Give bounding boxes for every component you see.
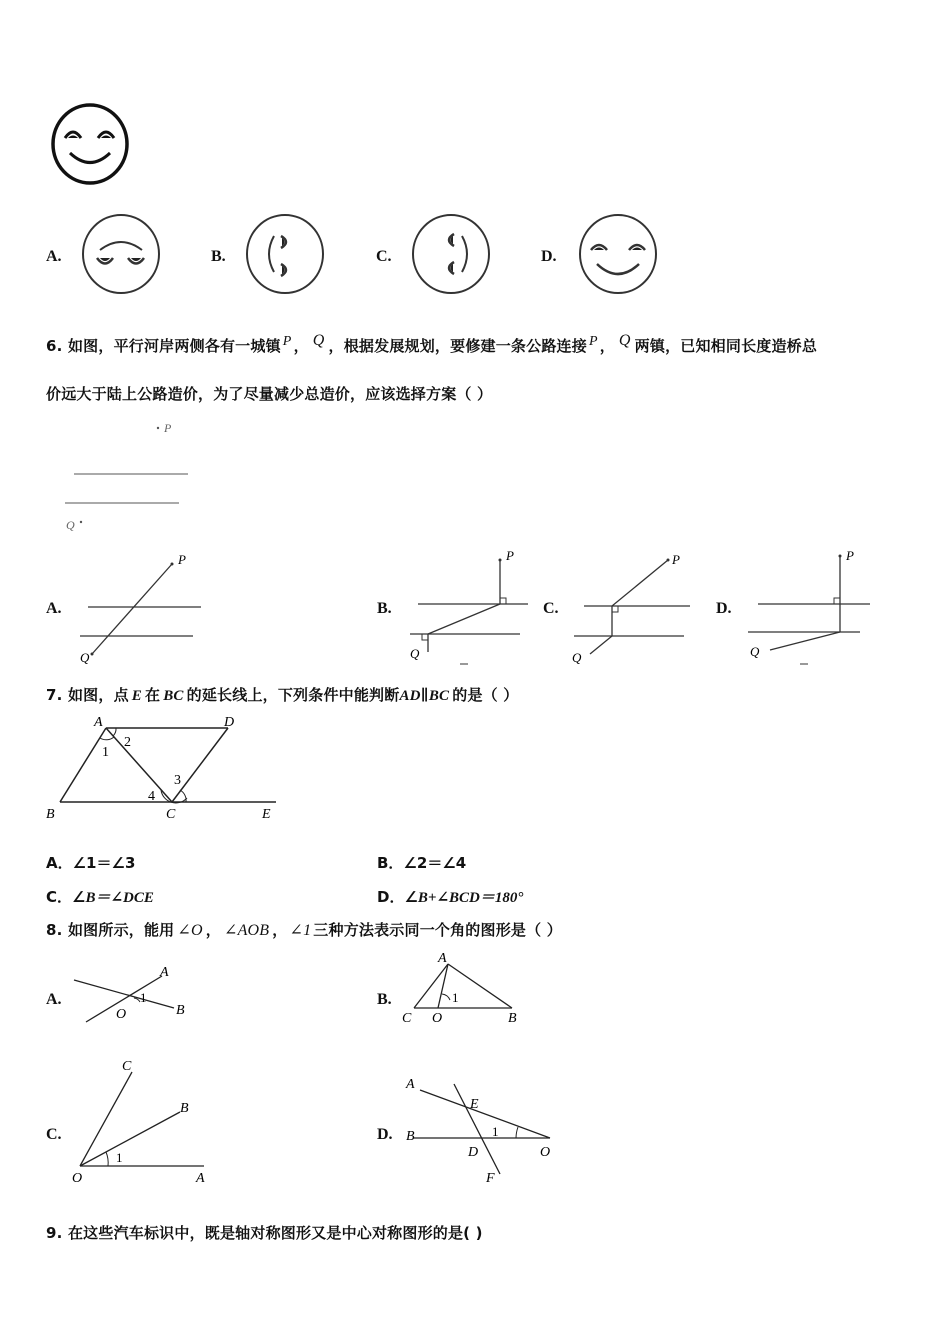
q6-sep-1: ，: [293, 337, 309, 355]
q7-label-e: E: [262, 807, 271, 822]
q6-text-1: 如图，平行河岸两侧各有一城镇: [67, 337, 281, 355]
q9-stem: [46, 1222, 483, 1243]
q8a-label-1: 1: [140, 990, 147, 1005]
q7-answer-c: [46, 886, 154, 907]
q8d-label-1: 1: [492, 1124, 499, 1139]
q6-text-3: 两镇，已知相同长度造桥总: [634, 337, 818, 355]
q5-option-c-label: C.: [376, 248, 392, 265]
q6-option-c-figure: [570, 544, 692, 668]
q7-text-3: 的延长线上，下列条件中能判断: [186, 686, 400, 704]
q8-math-angle-o: ∠O: [177, 922, 203, 939]
q6-option-b-label: B.: [377, 600, 392, 617]
q7-number: 7.: [46, 686, 63, 704]
q7-answer-d-var: B: [417, 890, 428, 906]
q8c-label-a: A: [196, 1171, 205, 1186]
q6-d-p-label: P: [846, 548, 854, 563]
q6-c-q-label: Q: [572, 650, 582, 665]
q7-label-c: C: [166, 807, 176, 822]
q8b-label-o: O: [432, 1011, 443, 1026]
q6-b-p-label: P: [506, 548, 514, 563]
q7-angle-4: 4: [148, 789, 155, 804]
q6-b-q-label: Q: [410, 646, 420, 661]
q8-option-d-figure: [400, 1070, 560, 1190]
q7-answer-a-label: A．: [46, 854, 73, 872]
q7-var-bc: BC: [163, 688, 184, 704]
q8d-label-d: D: [468, 1145, 479, 1160]
smiley-option-d-figure: [577, 212, 659, 296]
q7-angle-3: 3: [174, 773, 181, 788]
q8b-label-a: A: [438, 951, 447, 966]
q7-answer-d-pre: ∠: [404, 888, 418, 906]
q8d-label-a: A: [406, 1077, 415, 1092]
q7-answer-d: [377, 886, 523, 907]
q7-label-d: D: [224, 715, 235, 730]
smiley-option-a-figure: [80, 212, 162, 296]
q5-option-a-label: A.: [46, 248, 62, 265]
q6-river-figure: [60, 418, 200, 536]
q6-option-d-label: D.: [716, 600, 732, 617]
q7-text-4: 的是（ ）: [452, 686, 519, 704]
q5-option-b-label: B.: [211, 248, 226, 265]
q8-option-c-label: C.: [46, 1126, 62, 1143]
q7-var-e: E: [131, 688, 143, 704]
q8b-label-c: C: [402, 1011, 412, 1026]
q6-option-c-label: C.: [543, 600, 559, 617]
q7-answer-b: [377, 852, 466, 873]
q8c-label-c: C: [122, 1059, 132, 1074]
q8-option-a-label: A.: [46, 991, 62, 1008]
q6-option-b-figure: [404, 544, 532, 670]
q7-answer-c-post: ＝∠DCE: [95, 890, 154, 906]
q7-angle-1: 1: [102, 745, 109, 760]
q8-text-1: 如图所示，能用: [67, 921, 175, 939]
q8-option-b-label: B.: [377, 991, 392, 1008]
q7-answer-a-text: ∠1＝∠3: [72, 854, 136, 872]
q8a-label-a: A: [160, 965, 169, 980]
q7-label-a: A: [94, 715, 103, 730]
q6-a-q-label: Q: [80, 650, 90, 665]
q6-var-q2: Q: [618, 332, 631, 349]
q6-d-q-label: Q: [750, 644, 760, 659]
q7-text-1: 如图，点: [67, 686, 129, 704]
q7-answer-c-label: C．: [46, 888, 73, 906]
q8-number: 8.: [46, 921, 63, 939]
q6-text-2: ，根据发展规划，要修建一条公路连接: [328, 337, 587, 355]
q8-sep-1: ，: [205, 921, 221, 939]
q6-var-p2: P: [588, 334, 598, 349]
q8-stem: [46, 919, 562, 940]
q7-answer-b-label: B．: [377, 854, 404, 872]
q8-math-angle-1: ∠1: [289, 922, 312, 939]
smiley-option-c-figure: [410, 212, 492, 296]
q7-answer-c-pre: ∠: [72, 888, 86, 906]
q7-parallel-sign: ∥: [420, 688, 429, 704]
q8-math-angle-aob: ∠AOB: [223, 922, 270, 939]
q6-fig-q-label: Q: [66, 518, 75, 532]
q8-text-2: 三种方法表示同一个角的图形是（ ）: [313, 921, 562, 939]
q8-option-a-figure: [70, 958, 200, 1030]
q7-var-bc2: BC: [428, 688, 450, 704]
q8-option-b-figure: [398, 946, 528, 1028]
q7-angle-2: 2: [124, 735, 131, 750]
q8-option-d-label: D.: [377, 1126, 393, 1143]
q8d-label-b: B: [406, 1129, 415, 1144]
q8b-label-1: 1: [452, 990, 459, 1005]
q8b-label-b: B: [508, 1011, 517, 1026]
q9-number: 9.: [46, 1224, 63, 1242]
q8a-label-b: B: [176, 1003, 185, 1018]
q6-var-p: P: [282, 334, 292, 349]
q8d-label-f: F: [486, 1171, 495, 1186]
q8c-label-1: 1: [116, 1150, 123, 1165]
q8d-label-o: O: [540, 1145, 551, 1160]
q7-var-ad: AD: [399, 688, 421, 704]
q7-label-b: B: [46, 807, 55, 822]
q7-stem: [46, 684, 519, 705]
q7-answer-d-post: +∠BCD＝180°: [427, 890, 524, 906]
q8c-label-o: O: [72, 1171, 83, 1186]
q6-stem-line-2: 价远大于陆上公路造价，为了尽量减少总造价，应该选择方案（ ）: [46, 385, 493, 403]
q6-var-q: Q: [312, 332, 325, 349]
q6-fig-p-label: P: [164, 421, 172, 435]
q8d-label-e: E: [470, 1097, 479, 1112]
q5-option-d-label: D.: [541, 248, 557, 265]
q6-option-a-label: A.: [46, 600, 62, 617]
q8-sep-2: ，: [272, 921, 288, 939]
q8c-label-b: B: [180, 1101, 189, 1116]
q9-text: 在这些汽车标识中，既是轴对称图形又是中心对称图形的是( ): [67, 1224, 483, 1242]
q8-option-c-figure: [68, 1054, 218, 1188]
q6-c-p-label: P: [672, 552, 680, 567]
q6-sep-2: ，: [599, 337, 615, 355]
q6-number: 6.: [46, 337, 63, 355]
q7-text-2: 在: [145, 686, 161, 704]
q7-parallelogram-figure: [40, 710, 290, 830]
q7-answer-c-var: B: [85, 890, 96, 906]
q6-option-a-figure: [74, 548, 208, 670]
q8a-label-o: O: [116, 1007, 127, 1022]
smiley-face-original: [48, 100, 132, 188]
smiley-option-b-figure: [244, 212, 326, 296]
q6-option-d-figure: [742, 544, 876, 668]
q6-a-p-label: P: [178, 552, 186, 567]
q6-stem-line-1: [46, 332, 817, 356]
q7-answer-a: [46, 852, 135, 873]
q7-answer-b-text: ∠2＝∠4: [403, 854, 467, 872]
q7-answer-d-label: D．: [377, 888, 405, 906]
